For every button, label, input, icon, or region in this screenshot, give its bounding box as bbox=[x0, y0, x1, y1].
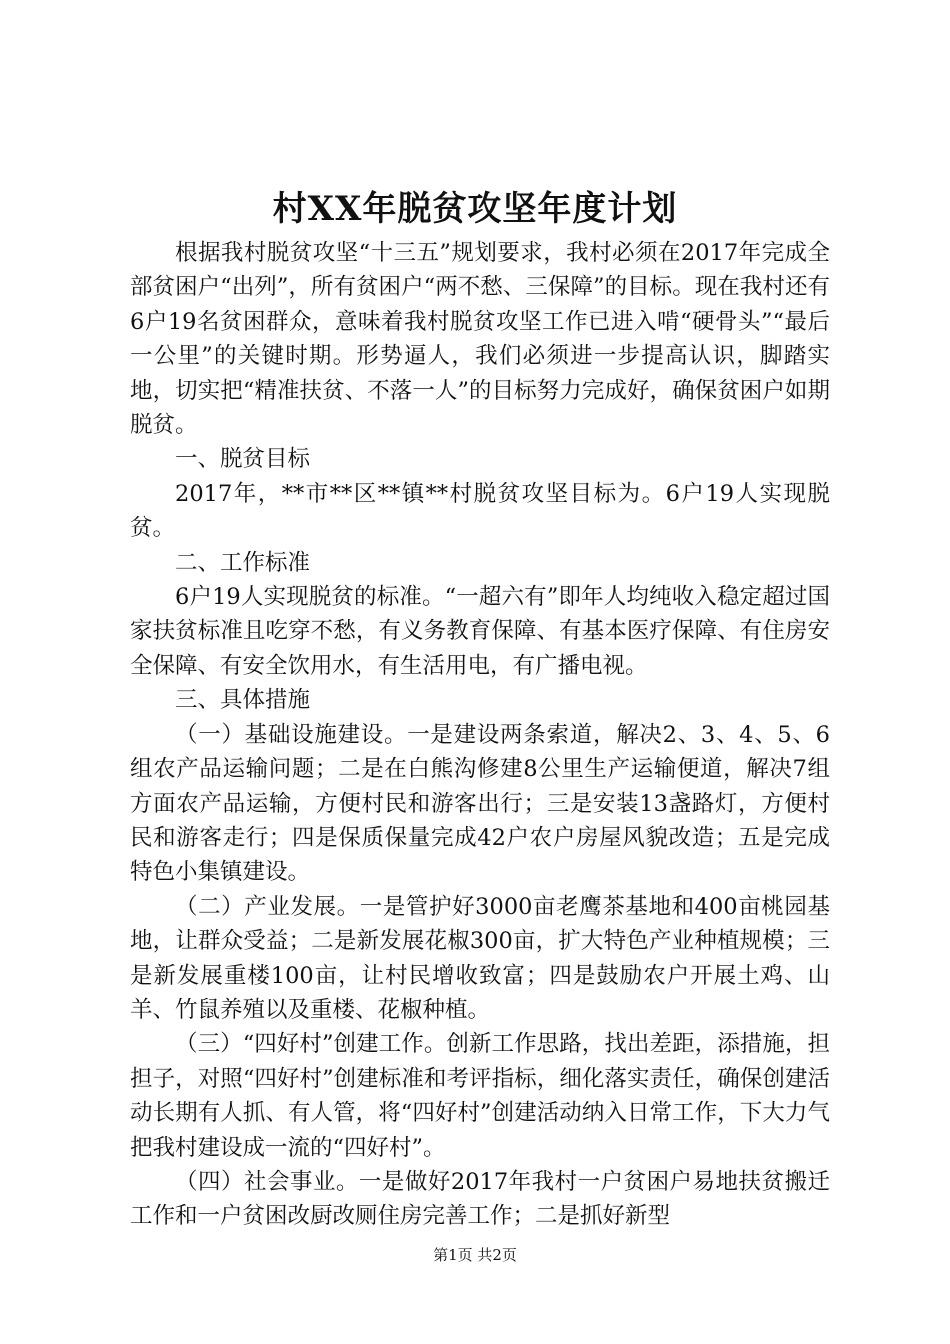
paragraph-work-standard: 6户19人实现脱贫的标准。“一超六有”即年人均纯收入稳定超过国家扶贫标准且吃穿不愁，有义务教育保障、有基本医疗保障、有住房安全保障、有安全饮用水，有生活用电，有广播电视。 bbox=[130, 584, 830, 679]
paragraph-social-affairs: （四）社会事业。一是做好2017年我村一户贫困户易地扶贫搬迁工作和一户贫困改厨改厕住房完善工作；二是抓好新型 bbox=[130, 1168, 830, 1230]
paragraph-industry: （二）产业发展。一是管护好3000亩老鹰茶基地和400亩桃园基地，让群众受益；二是新发展花椒300亩，扩大特色产业种植规模；三是新发展重楼100亩，让村民增收致富；四是鼓励农户开展土鸡、山羊、竹鼠养殖以及重楼、花椒种植。 bbox=[130, 893, 830, 1023]
paragraph-poverty-goal: 2017年，**市**区**镇**村脱贫攻坚目标为。6户19人实现脱贫。 bbox=[130, 480, 830, 542]
document-title: 村XX年脱贫攻坚年度计划 bbox=[272, 189, 678, 229]
page-footer: 第1页 共2页 bbox=[433, 1246, 517, 1264]
heading-work-standard: 二、工作标准 bbox=[175, 549, 311, 576]
heading-measures: 三、具体措施 bbox=[175, 687, 311, 714]
paragraph-intro: 根据我村脱贫攻坚“十三五”规划要求，我村必须在2017年完成全部贫困户“出列”，所有贫困户“两不愁、三保障”的目标。现在我村还有6户19名贫困群众，意味着我村脱贫攻坚工作已进入啃“硬骨头”“最后一公里”的关键时期。形势逼人，我们必须进一步提高认识，脚踏实地，切实把“精准扶贫、不落一人”的目标努力完成好，确保贫困户如期脱贫。 bbox=[130, 240, 830, 439]
paragraph-four-good-village: （三）“四好村”创建工作。创新工作思路，找出差距，添措施，担担子，对照“四好村”创建标准和考评指标，细化落实责任，确保创建活动长期有人抓、有人管，将“四好村”创建活动纳入日常工作，下大力气把我村建设成一流的“四好村”。 bbox=[130, 1031, 830, 1161]
paragraph-infrastructure: （一）基础设施建设。一是建设两条索道，解决2、3、4、5、6组农产品运输问题；二是在白熊沟修建8公里生产运输便道，解决7组方面农产品运输，方便村民和游客出行；三是安装13盏路灯，方便村民和游客走行；四是保质保量完成42户农户房屋风貌改造；五是完成特色小集镇建设。 bbox=[130, 721, 830, 886]
heading-poverty-goal: 一、脱贫目标 bbox=[175, 446, 311, 473]
document-body bbox=[130, 236, 830, 1234]
